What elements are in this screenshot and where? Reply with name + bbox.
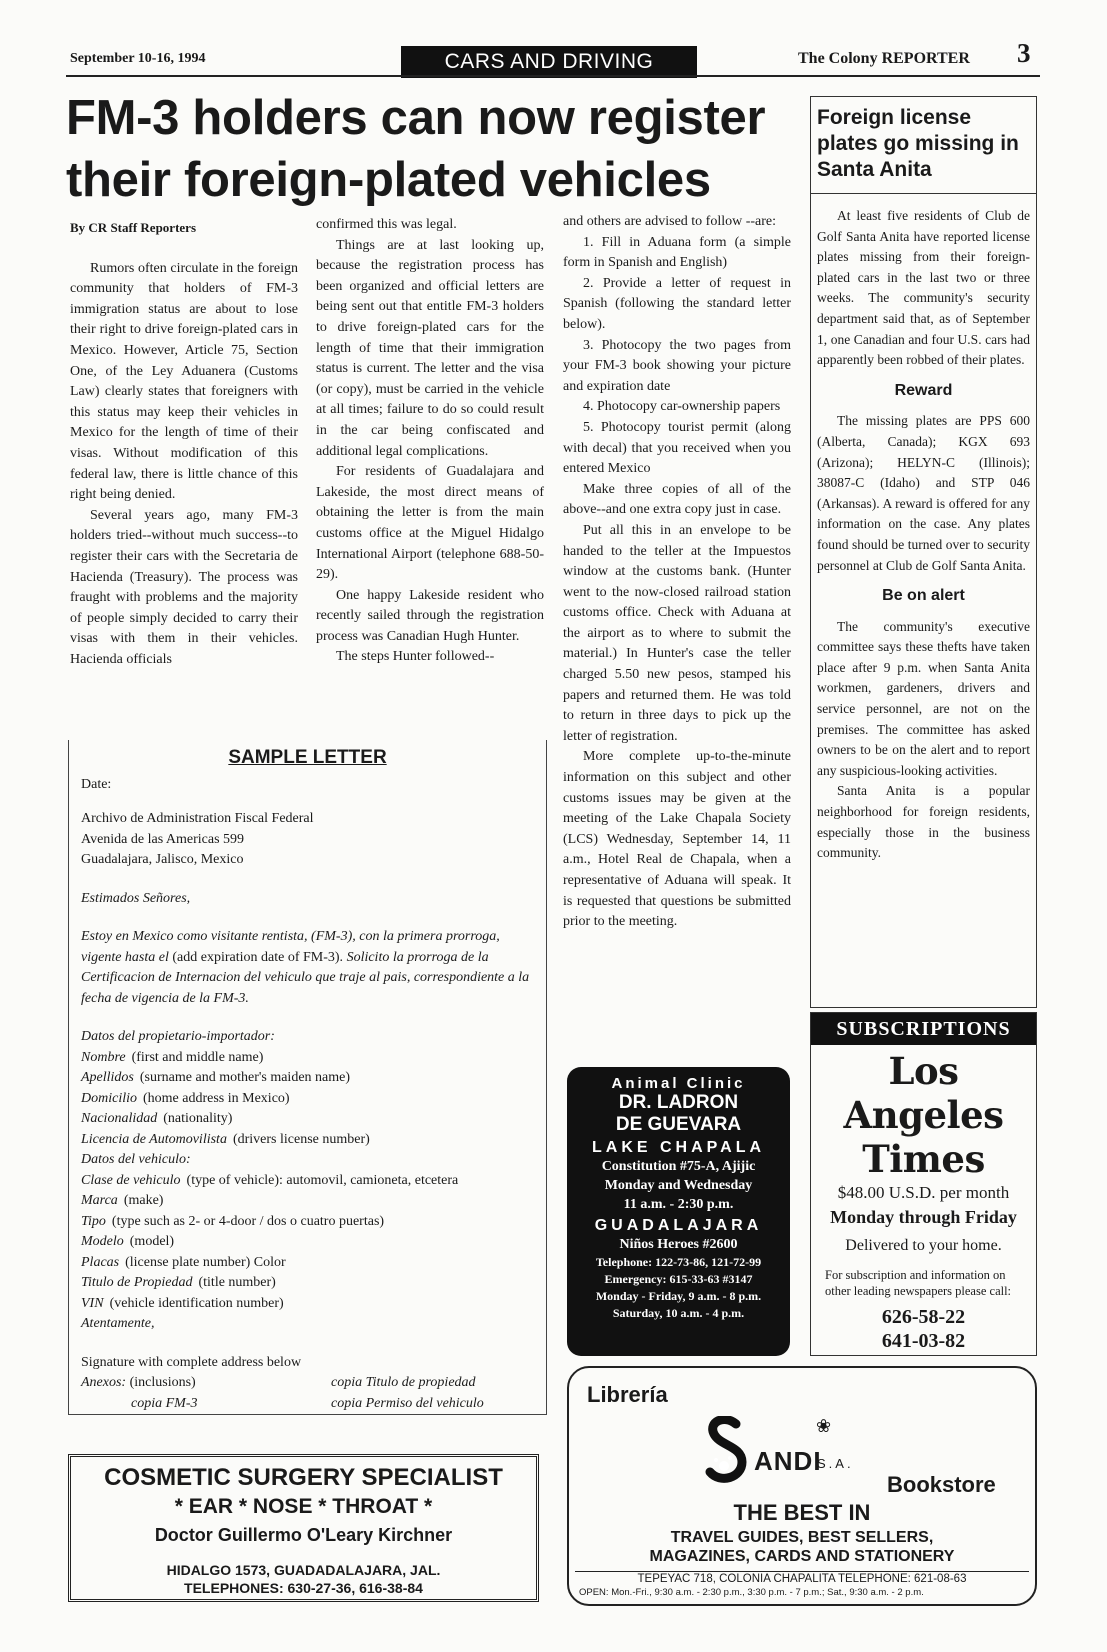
cosmetic-ad-address: HIDALGO 1573, GUADADALAJARA, JAL.	[166, 1562, 441, 1578]
annex-label: Anexos:	[81, 1375, 127, 1390]
letter-field-row	[81, 1253, 534, 1274]
letter-field-row	[81, 1273, 534, 1294]
field-english-label: (type such as 2- or 4-door / dos o cuatro puertas)	[111, 1213, 385, 1229]
letter-body-text: Estoy en Mexico como visitante rentista, (FM-3), con la primera prorroga, vigente hasta el	[81, 929, 500, 965]
field-english-label: (type of vehicle): automovil, camioneta, etcetera	[186, 1172, 459, 1188]
paragraph: At least five residents of Club de Golf Santa Anita have reported license plates missing from their foreign-plated cars in the last two or three weeks. The community's security department said that, as of September 1, one Canadian and four U.S. cars had apparently been robbed of their plates.	[817, 208, 1030, 368]
letter-date: Date:	[81, 776, 112, 792]
clinic-line: Niños Heroes #2600	[619, 1237, 738, 1252]
field-spanish-label: Atentamente,	[81, 1316, 155, 1331]
annex-label-row	[81, 1373, 331, 1394]
paragraph: Things are at last looking up, because the registration process has been organized and official letters are being sent out that entitle FM-3 holders to drive foreign-plated cars for the length of time that their immigration status is current. The letter and the visa (or copy), must be carried in the vehicle at all times; failure to do so could result in the car being confiscated and additional legal complications.	[316, 237, 544, 459]
field-english-label: (title number)	[198, 1275, 276, 1290]
clinic-line: Animal Clinic	[611, 1075, 746, 1092]
letter-address-line: Avenida de las Americas 599	[81, 831, 245, 847]
paragraph: and others are advised to follow --are:	[563, 214, 777, 229]
sandi-products	[569, 1528, 1035, 1566]
sidebar-subhead: Be on alert	[882, 587, 965, 605]
sandi-products-line: TRAVEL GUIDES, BEST SELLERS,	[670, 1529, 934, 1546]
letter-salutation: Estimados Señores,	[81, 890, 191, 906]
bookstore-label: Bookstore	[887, 1472, 996, 1497]
letter-field-row	[81, 1294, 534, 1315]
sidebar-subhead: Reward	[894, 381, 953, 399]
letter-field-row	[81, 1171, 534, 1192]
cosmetic-ad-title: COSMETIC SURGERY SPECIALIST	[104, 1464, 503, 1491]
letter-field-row	[81, 1130, 534, 1151]
field-english-label: (make)	[123, 1193, 164, 1208]
paragraph: Santa Anita is a popular neighborhood for foreign residents, especially those in the business community.	[817, 783, 1030, 861]
letter-field-row	[81, 1314, 534, 1335]
annex-item: copia Permiso del vehiculo	[331, 1395, 484, 1411]
field-english-label: (home address in Mexico)	[143, 1090, 290, 1106]
paper-name: The Colony REPORTER	[798, 50, 970, 67]
clinic-line: Telephone: 122-73-86, 121-72-99	[595, 1255, 762, 1269]
sidebar-rule	[811, 193, 1036, 194]
header-rule	[66, 75, 1040, 77]
letter-field-row	[81, 1191, 534, 1212]
field-english-label: (surname and mother's maiden name)	[139, 1070, 351, 1085]
page-number: 3	[1017, 38, 1031, 68]
sandi-products-line: MAGAZINES, CARDS AND STATIONERY	[649, 1548, 955, 1565]
field-spanish-label: Nombre	[81, 1049, 126, 1065]
field-spanish-label: Datos del vehiculo:	[81, 1152, 191, 1167]
sandi-sa: S.A.	[817, 1456, 854, 1471]
sample-letter-title: SAMPLE LETTER	[228, 747, 387, 768]
paragraph: Make three copies of all of the above--and one extra copy just in case.	[563, 481, 791, 518]
paragraph: More complete up-to-the-minute information on this subject and other customs issues may be given at the meeting of the Lake Chapala Society (LCS) Wednesday, September 14, 11 a.m., Hotel Real de Chapala, when a representative of Aduana will speak. It is requested that questions be submitted prior to the meeting.	[563, 749, 791, 930]
letter-field-row	[81, 1212, 534, 1233]
field-english-label: (vehicle identification number)	[109, 1295, 284, 1311]
field-spanish-label: Placas	[81, 1254, 120, 1270]
field-spanish-label: Tipo	[81, 1213, 106, 1229]
letter-field-row	[81, 1232, 534, 1253]
field-spanish-label: Clase de vehiculo	[81, 1172, 181, 1188]
libreria-label: Librería	[587, 1382, 668, 1407]
annex-item: copia FM-3	[131, 1395, 198, 1411]
letter-field-row	[81, 1027, 534, 1048]
paragraph: The community's executive committee says these thefts have taken place after 9 p.m. when Santa Anita workmen, gardeners, drivers and service personnel, are not on the premises. The committee has asked owners to be on the alert and to report any suspicious-looking activities.	[817, 618, 1030, 778]
letter-body-note: (add expiration date of FM-3).	[172, 949, 344, 965]
step-item: 4. Photocopy car-ownership papers	[583, 399, 781, 415]
clinic-line: Constitution #75-A, Ajijic	[601, 1159, 756, 1174]
annex-item: copia Titulo de propiedad	[331, 1375, 476, 1390]
field-english-label: (nationality)	[163, 1111, 233, 1126]
field-english-label: (first and middle name)	[131, 1049, 264, 1065]
field-english-label: (drivers license number)	[232, 1131, 370, 1147]
article-column-1	[70, 218, 298, 670]
clinic-line: Emergency: 615-33-63 #3147	[604, 1272, 753, 1286]
letter-address-line: Archivo de Administration Fiscal Federal	[81, 811, 314, 826]
cosmetic-ad-doctor: Doctor Guillermo O'Leary Kirchner	[154, 1525, 453, 1545]
article-column-3	[563, 212, 791, 933]
field-spanish-label: Nacionalidad	[81, 1111, 158, 1126]
newspaper-logo: Times	[862, 1137, 985, 1181]
subscriptions-header: SUBSCRIPTIONS	[811, 1013, 1036, 1045]
step-item: 5. Photocopy tourist permit (along with decal) that you received when you entered Mexico	[563, 419, 791, 477]
letter-fields	[81, 1027, 534, 1335]
subscription-note: For subscription and information on other leading newspapers please call:	[825, 1268, 1012, 1298]
paragraph: Put all this in an envelope to be handed to the teller at the Impuestos window at the customs bank. (Hunter went to the now-closed railroad station customs office. Check with Aduana at the airport as to where to submit the material.) In Hunter's case the teller charged 5.50 new pesos, stamped his papers and returned them. He was told to return in three days to pick up the letter of registration.	[563, 522, 791, 744]
cosmetic-ad-specialties: * EAR * NOSE * THROAT *	[174, 1495, 433, 1518]
section-banner: CARS AND DRIVING	[401, 46, 697, 78]
field-spanish-label: Licencia de Automovilista	[81, 1131, 227, 1147]
letter-address-line: Guadalajara, Jalisco, Mexico	[81, 852, 244, 867]
sandi-address: TEPEYAC 718, COLONIA CHAPALITA TELEPHONE: 621-08-63	[637, 1573, 967, 1585]
field-english-label: (license plate number) Color	[125, 1254, 286, 1270]
subscriptions-ad	[810, 1012, 1037, 1356]
clinic-line: LAKE CHAPALA	[591, 1139, 766, 1156]
clinic-line: DE GUEVARA	[615, 1114, 742, 1135]
letter-field-row	[81, 1068, 534, 1089]
paragraph: Several years ago, many FM-3 holders tried--without much success--to register their cars with the Secretaria de Hacienda (Treasury). The process was fraught with problems and the majority of people simply decided to carry their visas with them in their vehicles. Hacienda officials	[70, 507, 298, 667]
clinic-line: 11 a.m. - 2:30 p.m.	[623, 1197, 734, 1212]
animal-clinic-ad	[567, 1067, 790, 1356]
letter-annexes	[81, 1373, 534, 1414]
field-spanish-label: Apellidos	[81, 1070, 134, 1085]
paragraph: confirmed this was legal.	[316, 217, 457, 232]
sandi-tagline: THE BEST IN	[733, 1500, 871, 1525]
field-spanish-label: Datos del propietario-importador:	[81, 1029, 275, 1044]
sidebar-headline: Foreign license plates go missing in Santa Anita	[817, 106, 1019, 181]
step-item: 2. Provide a letter of request in Spanish (following the standard letter below).	[563, 275, 791, 332]
letter-body	[81, 927, 534, 1009]
letter-field-row	[81, 1048, 534, 1069]
field-spanish-label: Modelo	[81, 1234, 124, 1249]
sandi-hours: OPEN: Mon.-Fri., 9:30 a.m. - 2:30 p.m., 3:30 p.m. - 7 p.m.; Sat., 9:30 a.m. - 2 p.m.	[579, 1587, 924, 1598]
byline: By CR Staff Reporters	[70, 220, 197, 235]
sandi-brand: ANDI	[754, 1446, 822, 1476]
article-column-2	[316, 215, 544, 668]
paragraph: One happy Lakeside resident who recently sailed through the registration process was Canadian Hugh Hunter.	[316, 587, 544, 644]
sandi-bookstore-ad	[567, 1366, 1037, 1606]
subscription-delivery: Delivered to your home.	[845, 1237, 1002, 1254]
sidebar-body	[817, 206, 1030, 864]
subscription-phone: 626-58-22	[881, 1306, 966, 1328]
sandi-s-logo-icon	[702, 1416, 750, 1484]
clinic-line: GUADALAJARA	[594, 1217, 763, 1234]
newspaper-logo: Los Angeles	[843, 1049, 1004, 1137]
issue-date: September 10-16, 1994	[70, 51, 206, 66]
clinic-line: Monday and Wednesday	[604, 1178, 753, 1193]
field-spanish-label: Domicilio	[81, 1090, 137, 1106]
article-headline: FM-3 holders can now register their foreign-plated vehicles	[66, 91, 766, 207]
paragraph: Rumors often circulate in the foreign community that holders of FM-3 immigration status are about to lose their right to drive foreign-plated cars in Mexico. However, Article 75, Section One, of the Ley Aduanera (Customs Law) clearly states that foreigners with this status may keep their vehicles in Mexico for the length of time of their visas. Without modification of this federal law, there is little chance of this right being denied.	[70, 260, 298, 503]
letter-field-row	[81, 1109, 534, 1130]
letter-body-text: Solicito la prorroga de la Certificacion de Internacion del vehiculo que traje al pais, correspondiente a la fecha de vigencia de la FM-3.	[81, 949, 530, 1006]
step-item: 1. Fill in Aduana form (a simple form in Spanish and English)	[563, 234, 791, 271]
flower-icon: ❀	[816, 1416, 832, 1436]
sample-letter-box	[68, 740, 547, 1415]
letter-signature: Signature with complete address below	[81, 1354, 302, 1370]
subscription-phone: 641-03-82	[881, 1330, 966, 1352]
paragraph: The steps Hunter followed--	[336, 649, 495, 665]
paragraph: For residents of Guadalajara and Lakeside, the most direct means of obtaining the letter is from the main customs office at the Miguel Hidalgo International Airport (telephone 688-50-29).	[316, 464, 544, 583]
step-item: 3. Photocopy the two pages from your FM-3 book showing your picture and expiration date	[563, 337, 791, 394]
letter-field-row	[81, 1150, 534, 1171]
cosmetic-ad-phones: TELEPHONES: 630-27-36, 616-38-84	[184, 1580, 423, 1596]
clinic-line: Saturday, 10 a.m. - 4 p.m.	[612, 1306, 745, 1320]
field-spanish-label: Titulo de Propiedad	[81, 1275, 193, 1290]
paragraph: The missing plates are PPS 600 (Alberta, Canada); KGX 693 (Arizona); HELYN-C (Illinois); 38087-C (Idaho) and STP 046 (Arkansas). A reward is offered for any information on the case. Any plates found should be turned over to security personnel at Club de Golf Santa Anita.	[817, 413, 1030, 573]
field-spanish-label: VIN	[81, 1295, 104, 1311]
clinic-line: Monday - Friday, 9 a.m. - 8 p.m.	[595, 1289, 762, 1303]
clinic-line: DR. LADRON	[618, 1092, 739, 1113]
annex-inclusions: (inclusions)	[129, 1375, 196, 1390]
cosmetic-surgery-ad	[68, 1454, 539, 1602]
field-spanish-label: Marca	[81, 1193, 118, 1208]
field-english-label: (model)	[129, 1234, 175, 1249]
sidebar-story	[810, 96, 1037, 1008]
letter-field-row	[81, 1089, 534, 1110]
subscription-days: Monday through Friday	[830, 1207, 1017, 1227]
subscription-price: $48.00 U.S.D. per month	[837, 1183, 1010, 1202]
